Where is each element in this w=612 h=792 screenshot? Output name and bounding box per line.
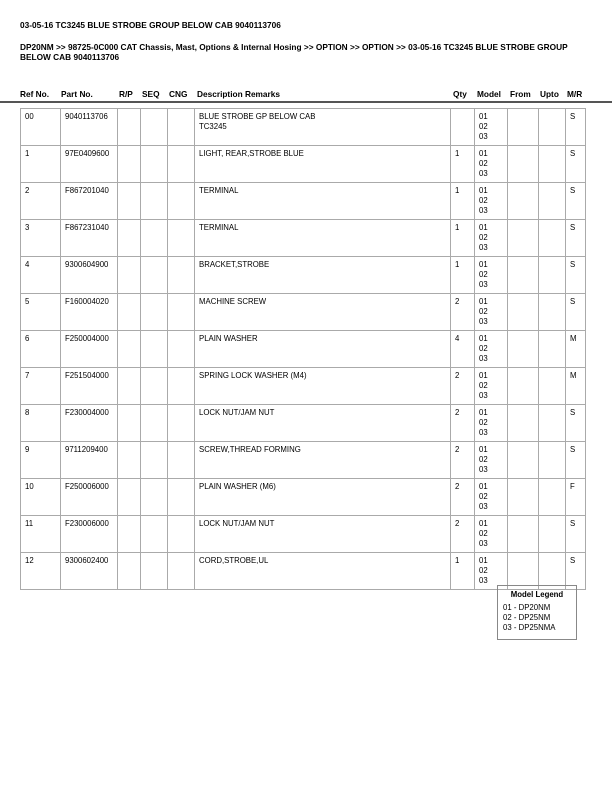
cng-cell [168, 479, 195, 516]
from-cell [508, 368, 539, 405]
seq-cell [141, 257, 168, 294]
ref-cell-text: 1 [25, 149, 30, 158]
table-row [21, 405, 586, 442]
model-cell [475, 257, 508, 294]
legend-item: 03 - DP25NMA [503, 623, 556, 632]
seq-cell [141, 479, 168, 516]
description-cell [195, 220, 451, 257]
model-cell-text: 02 [479, 566, 488, 575]
model-cell [475, 294, 508, 331]
seq-cell [141, 183, 168, 220]
part-no-cell-text: F160004020 [65, 297, 109, 306]
description-cell-text: LIGHT, REAR,STROBE BLUE [199, 149, 304, 158]
description-cell [195, 331, 451, 368]
model-cell-text: 03 [479, 280, 488, 289]
rp-cell [118, 368, 141, 405]
table-row [21, 257, 586, 294]
ref-cell-text: 9 [25, 445, 30, 454]
upto-cell [539, 257, 566, 294]
qty-cell [451, 294, 475, 331]
ref-cell-text: 2 [25, 186, 30, 195]
qty-cell [451, 257, 475, 294]
model-cell [475, 553, 508, 590]
mr-cell [566, 442, 586, 479]
table-row [21, 331, 586, 368]
seq-cell [141, 331, 168, 368]
seq-cell [141, 368, 168, 405]
part-no-cell-text: F867201040 [65, 186, 109, 195]
mr-cell-text: S [570, 186, 576, 195]
model-cell-text: 03 [479, 132, 488, 141]
model-cell-text: 01 [479, 445, 488, 454]
qty-cell-text: 2 [455, 445, 460, 454]
part-no-cell-text: 9300604900 [65, 260, 109, 269]
qty-cell [451, 479, 475, 516]
rp-cell [118, 257, 141, 294]
model-cell [475, 109, 508, 146]
model-cell [475, 220, 508, 257]
part-no-cell-text: F230006000 [65, 519, 109, 528]
description-cell-text: SPRING LOCK WASHER (M4) [199, 371, 307, 380]
model-cell [475, 368, 508, 405]
model-cell-text: 03 [479, 502, 488, 511]
rp-cell [118, 220, 141, 257]
model-cell-text: 02 [479, 492, 488, 501]
table-row [21, 442, 586, 479]
upto-cell [539, 405, 566, 442]
model-cell-text: 01 [479, 371, 488, 380]
description-cell [195, 553, 451, 590]
from-cell [508, 553, 539, 590]
cng-cell [168, 553, 195, 590]
table-row [21, 183, 586, 220]
part-no-cell [61, 220, 118, 257]
description-cell [195, 405, 451, 442]
upto-cell [539, 146, 566, 183]
part-no-cell [61, 553, 118, 590]
mr-cell [566, 146, 586, 183]
seq-cell [141, 442, 168, 479]
rp-cell [118, 442, 141, 479]
description-cell-text: TERMINAL [199, 223, 239, 232]
legend-title: Model Legend [510, 590, 564, 599]
model-cell-text: 03 [479, 391, 488, 400]
seq-cell [141, 146, 168, 183]
qty-cell-text: 1 [455, 186, 460, 195]
description-cell-text: TERMINAL [199, 186, 239, 195]
page-title: 03-05-16 TC3245 BLUE STROBE GROUP BELOW CAB 9040113706 [20, 20, 281, 30]
model-cell-text: 02 [479, 418, 488, 427]
model-cell-text: 03 [479, 317, 488, 326]
part-no-cell [61, 405, 118, 442]
model-cell-text: 01 [479, 408, 488, 417]
part-no-cell-text: F230004000 [65, 408, 109, 417]
model-cell-text: 02 [479, 455, 488, 464]
ref-cell [21, 331, 61, 368]
cng-cell [168, 368, 195, 405]
ref-cell [21, 442, 61, 479]
mr-cell [566, 479, 586, 516]
table-row [21, 553, 586, 590]
model-cell-text: 01 [479, 112, 488, 121]
cng-cell [168, 146, 195, 183]
breadcrumb: DP20NM >> 98725-0C000 CAT Chassis, Mast, Options & Internal Hosing >> OPTION >> OPTION >> 03-05-16 TC3245 BLUE STROBE GROUP BELOW CAB 9040113706 [20, 42, 568, 62]
description-cell [195, 368, 451, 405]
mr-cell-text: S [570, 112, 576, 121]
rp-cell [118, 331, 141, 368]
cng-cell [168, 220, 195, 257]
qty-cell-text: 1 [455, 223, 460, 232]
rp-cell [118, 405, 141, 442]
model-cell-text: 03 [479, 169, 488, 178]
ref-cell [21, 294, 61, 331]
rp-cell [118, 146, 141, 183]
ref-cell [21, 516, 61, 553]
description-cell-text: BRACKET,STROBE [199, 260, 270, 269]
part-no-cell [61, 368, 118, 405]
part-no-cell-text: 9711209400 [65, 445, 108, 454]
description-cell-text: LOCK NUT/JAM NUT [199, 519, 275, 528]
ref-cell [21, 109, 61, 146]
part-no-cell-text: F251504000 [65, 371, 109, 380]
ref-cell-text: 12 [25, 556, 34, 565]
model-cell-text: 03 [479, 243, 488, 252]
mr-cell [566, 294, 586, 331]
part-no-cell [61, 183, 118, 220]
cng-cell [168, 257, 195, 294]
qty-cell-text: 2 [455, 371, 460, 380]
table-row [21, 479, 586, 516]
mr-cell [566, 553, 586, 590]
model-cell [475, 331, 508, 368]
description-cell [195, 183, 451, 220]
upto-cell [539, 442, 566, 479]
model-cell-text: 02 [479, 270, 488, 279]
model-cell-text: 03 [479, 428, 488, 437]
qty-cell [451, 183, 475, 220]
table-row [21, 146, 586, 183]
part-no-cell [61, 109, 118, 146]
qty-cell-text: 2 [455, 482, 460, 491]
cng-cell [168, 183, 195, 220]
rp-cell [118, 109, 141, 146]
ref-cell-text: 5 [25, 297, 30, 306]
ref-cell [21, 553, 61, 590]
model-cell [475, 405, 508, 442]
from-cell [508, 183, 539, 220]
part-no-cell-text: 9300602400 [65, 556, 109, 565]
column-header: Description Remarks [197, 89, 281, 99]
description-cell [195, 294, 451, 331]
upto-cell [539, 553, 566, 590]
upto-cell [539, 516, 566, 553]
model-cell-text: 01 [479, 556, 488, 565]
from-cell [508, 220, 539, 257]
column-header: Upto [540, 89, 559, 99]
qty-cell [451, 442, 475, 479]
cng-cell [168, 294, 195, 331]
qty-cell [451, 220, 475, 257]
table-row [21, 220, 586, 257]
model-cell-text: 02 [479, 159, 488, 168]
rp-cell [118, 516, 141, 553]
description-cell-text: BLUE STROBE GP BELOW CAB [199, 112, 316, 121]
from-cell [508, 294, 539, 331]
from-cell [508, 479, 539, 516]
header-divider [0, 101, 612, 103]
cng-cell [168, 442, 195, 479]
ref-cell [21, 257, 61, 294]
mr-cell-text: S [570, 445, 576, 454]
ref-cell-text: 00 [25, 112, 34, 121]
from-cell [508, 109, 539, 146]
mr-cell-text: M [570, 371, 577, 380]
legend-item: 01 - DP20NM [503, 603, 551, 612]
model-cell-text: 03 [479, 354, 488, 363]
model-cell-text: 02 [479, 529, 488, 538]
model-cell [475, 516, 508, 553]
qty-cell-text: 1 [455, 149, 460, 158]
qty-cell-text: 1 [455, 556, 460, 565]
part-no-cell [61, 516, 118, 553]
ref-cell-text: 4 [25, 260, 30, 269]
part-no-cell [61, 257, 118, 294]
seq-cell [141, 220, 168, 257]
ref-cell [21, 183, 61, 220]
description-cell-text: MACHINE SCREW [199, 297, 267, 306]
column-header: SEQ [142, 89, 160, 99]
mr-cell-text: S [570, 297, 576, 306]
qty-cell [451, 331, 475, 368]
description-cell-text: TC3245 [199, 122, 227, 131]
model-cell-text: 01 [479, 482, 488, 491]
column-header: Model [477, 89, 501, 99]
ref-cell [21, 368, 61, 405]
model-cell-text: 01 [479, 334, 488, 343]
model-cell [475, 146, 508, 183]
description-cell [195, 146, 451, 183]
model-cell-text: 03 [479, 465, 488, 474]
ref-cell-text: 3 [25, 223, 30, 232]
model-cell-text: 03 [479, 539, 488, 548]
column-header: Part No. [61, 89, 93, 99]
description-cell [195, 109, 451, 146]
part-no-cell [61, 442, 118, 479]
qty-cell-text: 2 [455, 519, 460, 528]
part-no-cell-text: F867231040 [65, 223, 109, 232]
seq-cell [141, 294, 168, 331]
column-header: Ref No. [20, 89, 50, 99]
model-cell-text: 03 [479, 576, 488, 585]
model-cell [475, 479, 508, 516]
model-cell-text: 02 [479, 122, 488, 131]
ref-cell [21, 146, 61, 183]
description-cell [195, 257, 451, 294]
legend-item: 02 - DP25NM [503, 613, 551, 622]
model-cell [475, 442, 508, 479]
mr-cell-text: F [570, 482, 575, 491]
column-header: Qty [453, 89, 467, 99]
description-cell-text: PLAIN WASHER (M6) [199, 482, 276, 491]
ref-cell-text: 11 [25, 519, 34, 528]
model-cell [475, 183, 508, 220]
from-cell [508, 257, 539, 294]
from-cell [508, 405, 539, 442]
upto-cell [539, 479, 566, 516]
qty-cell-text: 2 [455, 297, 460, 306]
mr-cell [566, 368, 586, 405]
from-cell [508, 516, 539, 553]
mr-cell-text: S [570, 149, 576, 158]
ref-cell-text: 7 [25, 371, 30, 380]
from-cell [508, 331, 539, 368]
seq-cell [141, 405, 168, 442]
qty-cell [451, 553, 475, 590]
ref-cell-text: 10 [25, 482, 34, 491]
model-cell-text: 02 [479, 233, 488, 242]
upto-cell [539, 109, 566, 146]
ref-cell [21, 479, 61, 516]
column-header: R/P [119, 89, 133, 99]
cng-cell [168, 516, 195, 553]
cng-cell [168, 109, 195, 146]
from-cell [508, 442, 539, 479]
qty-cell [451, 146, 475, 183]
column-header: From [510, 89, 531, 99]
mr-cell-text: S [570, 556, 576, 565]
description-cell [195, 516, 451, 553]
ref-cell [21, 220, 61, 257]
model-legend [497, 585, 577, 640]
ref-cell-text: 6 [25, 334, 30, 343]
rp-cell [118, 553, 141, 590]
from-cell [508, 146, 539, 183]
table-row [21, 516, 586, 553]
ref-cell [21, 405, 61, 442]
table-row [21, 294, 586, 331]
description-cell [195, 479, 451, 516]
mr-cell-text: S [570, 223, 576, 232]
model-cell-text: 01 [479, 223, 488, 232]
seq-cell [141, 109, 168, 146]
cng-cell [168, 331, 195, 368]
column-header: M/R [567, 89, 583, 99]
ref-cell-text: 8 [25, 408, 30, 417]
mr-cell [566, 220, 586, 257]
mr-cell [566, 109, 586, 146]
upto-cell [539, 183, 566, 220]
seq-cell [141, 516, 168, 553]
model-cell-text: 01 [479, 519, 488, 528]
qty-cell-text: 2 [455, 408, 460, 417]
part-no-cell-text: F250006000 [65, 482, 109, 491]
description-cell [195, 442, 451, 479]
description-cell-text: CORD,STROBE,UL [199, 556, 269, 565]
model-cell-text: 02 [479, 196, 488, 205]
upto-cell [539, 331, 566, 368]
seq-cell [141, 553, 168, 590]
qty-cell-text: 4 [455, 334, 460, 343]
part-no-cell [61, 331, 118, 368]
part-no-cell [61, 479, 118, 516]
description-cell-text: LOCK NUT/JAM NUT [199, 408, 275, 417]
mr-cell-text: S [570, 408, 576, 417]
rp-cell [118, 183, 141, 220]
model-cell-text: 01 [479, 149, 488, 158]
qty-cell [451, 516, 475, 553]
part-no-cell-text: 9040113706 [65, 112, 108, 121]
mr-cell [566, 257, 586, 294]
model-cell-text: 03 [479, 206, 488, 215]
cng-cell [168, 405, 195, 442]
model-cell-text: 02 [479, 344, 488, 353]
model-cell-text: 02 [479, 381, 488, 390]
model-cell-text: 01 [479, 186, 488, 195]
qty-cell-text: 1 [455, 260, 460, 269]
mr-cell [566, 405, 586, 442]
part-no-cell [61, 146, 118, 183]
model-cell-text: 02 [479, 307, 488, 316]
upto-cell [539, 368, 566, 405]
table-row [21, 368, 586, 405]
mr-cell-text: S [570, 519, 576, 528]
mr-cell-text: S [570, 260, 576, 269]
table-row [21, 109, 586, 146]
upto-cell [539, 220, 566, 257]
model-cell-text: 01 [479, 260, 488, 269]
mr-cell [566, 516, 586, 553]
qty-cell [451, 368, 475, 405]
upto-cell [539, 294, 566, 331]
mr-cell [566, 331, 586, 368]
part-no-cell [61, 294, 118, 331]
rp-cell [118, 479, 141, 516]
parts-table [20, 108, 586, 590]
qty-cell [451, 109, 475, 146]
model-cell-text: 01 [479, 297, 488, 306]
mr-cell-text: M [570, 334, 577, 343]
part-no-cell-text: F250004000 [65, 334, 109, 343]
description-cell-text: PLAIN WASHER [199, 334, 258, 343]
rp-cell [118, 294, 141, 331]
mr-cell [566, 183, 586, 220]
part-no-cell-text: 97E0409600 [65, 149, 110, 158]
description-cell-text: SCREW,THREAD FORMING [199, 445, 301, 454]
qty-cell [451, 405, 475, 442]
column-header: CNG [169, 89, 188, 99]
